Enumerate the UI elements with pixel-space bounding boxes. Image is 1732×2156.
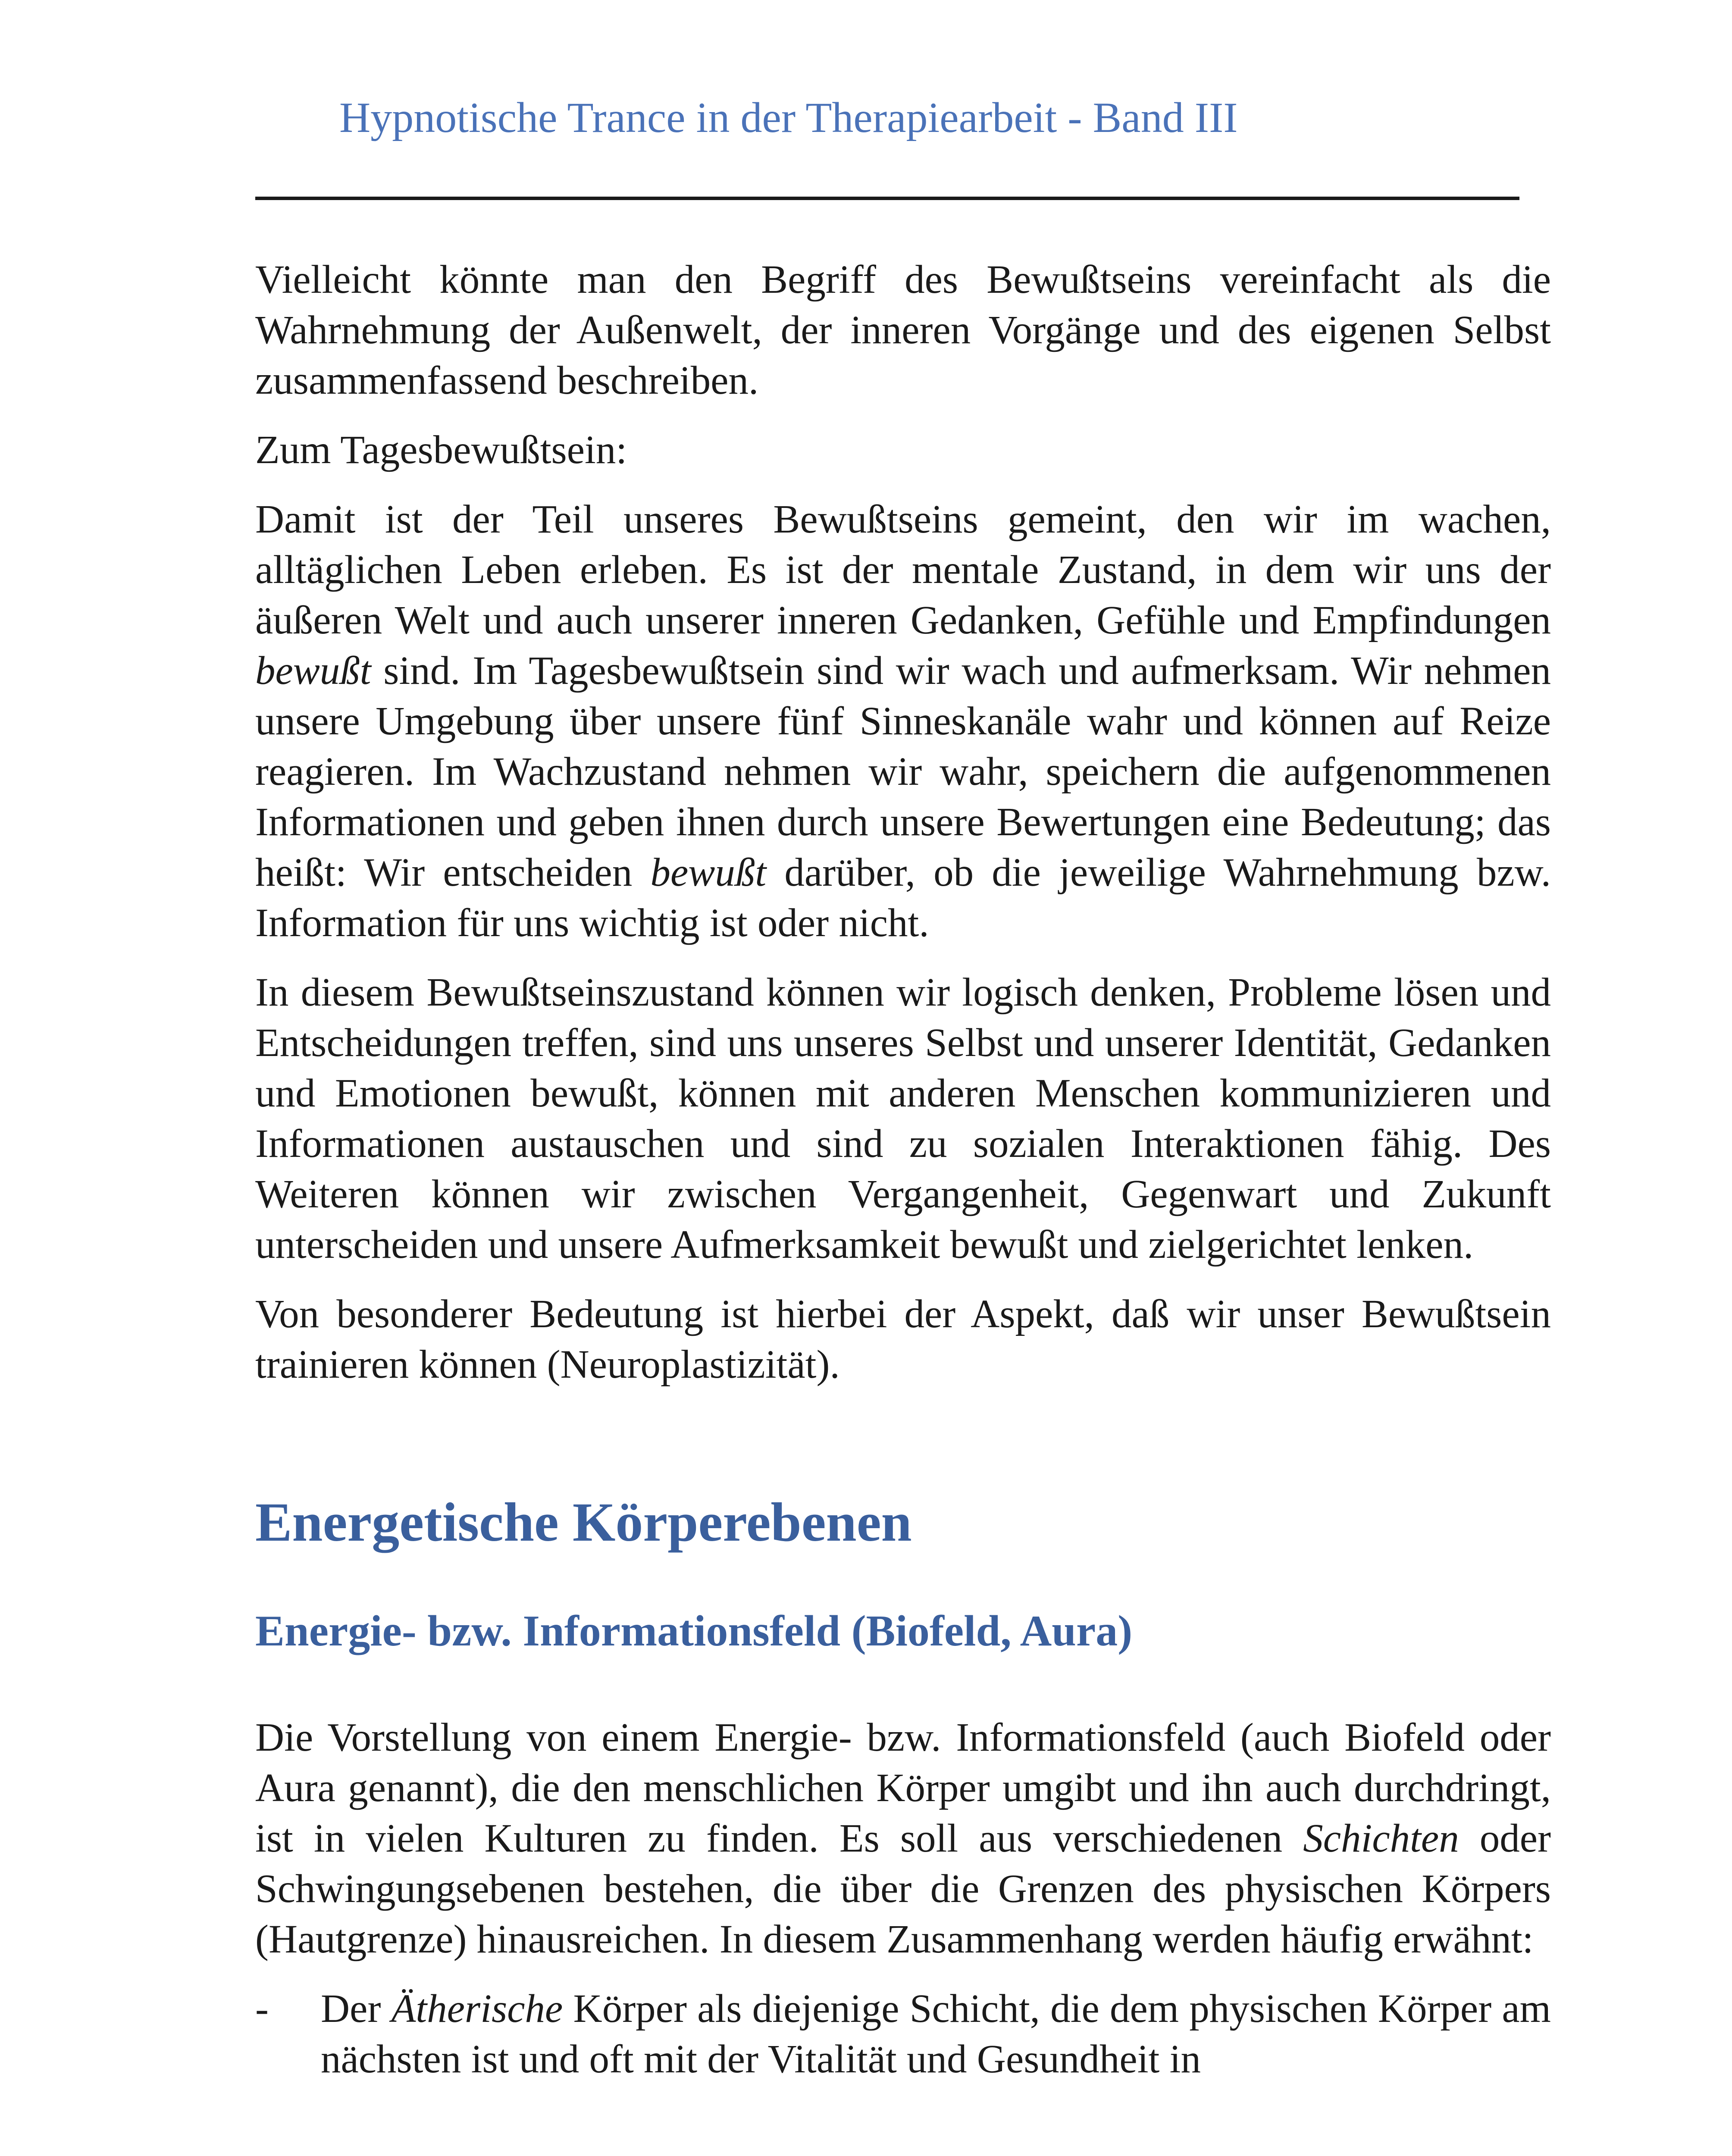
paragraph-tagesbewusstsein [255,494,1551,948]
emphasis: bewußt [255,649,371,693]
emphasis: bewußt [650,850,767,895]
text-run: Der [321,1987,392,2031]
body-text [255,254,1551,2084]
bullet-list [255,1984,1551,2084]
subsection-heading: Energie- bzw. Informationsfeld (Biofeld, Aura) [255,1607,1133,1655]
text-run: Damit ist der Teil unseres Bewußtseins gemeint, den wir im wachen, alltäglichen Leben erleben. Es ist der mentale Zustand, in dem wir uns der äußeren Welt und auch unserer inneren Gedanken, Gefühle und Empfindungen [255,497,1551,642]
list-item [255,1984,1551,2084]
section-heading: Energetische Körperebenen [255,1492,912,1553]
text-run: oder Schwingungsebenen bestehen, die über die Grenzen des physischen Körpers (Hautgrenze) hinausreichen. In diesem Zusammenhang werden häufig erwähnt: [255,1816,1551,1962]
emphasis: Schichten [1303,1816,1459,1861]
emphasis: Ätherische [391,1987,563,2031]
paragraph-neuroplastizitaet: Von besonderer Bedeutung ist hierbei der Aspekt, daß wir unser Bewußtsein trainieren können (Neuroplastizität). [255,1292,1551,1387]
paragraph-tagesbewusstsein-label: Zum Tagesbewußtsein: [255,428,627,472]
running-header: Hypnotische Trance in der Therapiearbeit - Band III [339,94,1238,141]
header-rule [255,197,1519,200]
paragraph-bewusstseinszustand: In diesem Bewußtseinszustand können wir logisch denken, Probleme lösen und Entscheidungen treffen, sind uns unseres Selbst und unserer Identität, Gedanken und Emotionen bewußt, können mit anderen Menschen kommunizieren und Informationen austauschen und sind zu sozialen Interaktionen fähig. Des Weiteren können wir zwischen Vergangenheit, Gegenwart und Zukunft unterscheiden und unsere Aufmerksamkeit bewußt und zielgerichtet lenken. [255,970,1551,1267]
text-run: Körper als diejenige Schicht, die dem physischen Körper am nächsten ist und oft mit der Vitalität und Gesundheit in [321,1987,1551,2081]
paragraph-informationsfeld [255,1712,1551,1965]
text-run: darüber, ob die jeweilige Wahrnehmung bzw. Information für uns wichtig ist oder nicht. [255,850,1551,945]
paragraph-bewusstsein-definition: Vielleicht könnte man den Begriff des Bewußtseins vereinfacht als die Wahrnehmung der Außenwelt, der inneren Vorgänge und des eigenen Selbst zusammenfassend beschreiben. [255,257,1551,403]
text-run: Die Vorstellung von einem Energie- bzw. Informationsfeld (auch Biofeld oder Aura genannt), die den menschlichen Körper umgibt und ihn auch durchdringt, ist in vielen Kulturen zu finden. Es soll aus verschiedenen [255,1715,1551,1861]
list-marker: - [255,1987,269,2031]
text-run: sind. Im Tagesbewußtsein sind wir wach und aufmerksam. Wir nehmen unsere Umgebung über unsere fünf Sinneskanäle wahr und können auf Reize reagieren. Im Wachzustand nehmen wir wahr, speichern die aufgenommenen Informationen und geben ihnen durch unsere Bewertungen eine Bedeutung; das heißt: Wir entscheiden [255,649,1551,895]
